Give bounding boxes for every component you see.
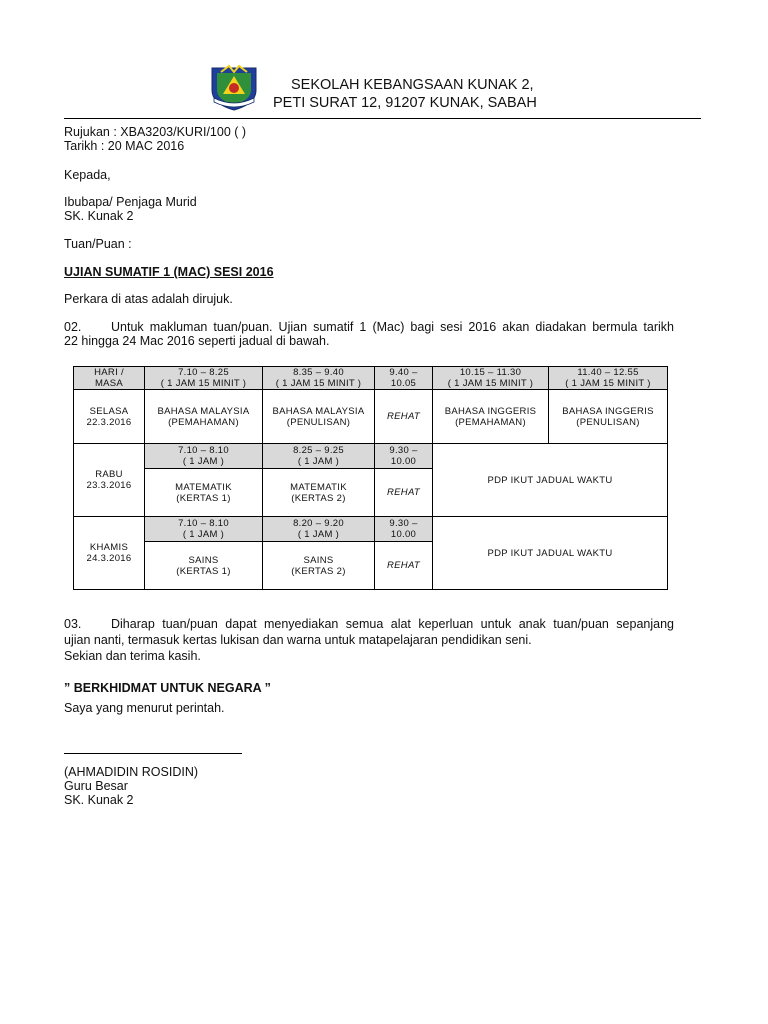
khamis-time-1-label: 7.10 – 8.10 ( 1 JAM )	[178, 518, 229, 540]
selasa-subject-4-label: BAHASA INGGERIS (PENULISAN)	[562, 405, 654, 428]
header-slot-5-label: 11.40 – 12.55 ( 1 JAM 15 MINIT )	[565, 367, 651, 389]
rabu-pdp-label: PDP IKUT JADUAL WAKTU	[487, 474, 613, 486]
paragraph-2-number: 02.	[64, 320, 82, 334]
khamis-day-label: KHAMIS 24.3.2016	[86, 542, 132, 564]
khamis-time-3-label: 9.30 – 10.00	[389, 518, 418, 540]
header-day-time	[74, 367, 145, 390]
paragraph-3-number: 03.	[64, 617, 82, 631]
selasa-subject-1	[145, 390, 263, 444]
header-day-time-label: HARI / MASA	[94, 367, 124, 389]
khamis-time-3	[375, 517, 433, 542]
khamis-time-2-label: 8.20 – 9.20 ( 1 JAM )	[293, 518, 344, 540]
recipient-line1: Ibubapa/ Penjaga Murid	[64, 195, 197, 209]
header-slot-2-label: 8.35 – 9.40 ( 1 JAM 15 MINIT )	[275, 367, 362, 389]
school-crest-icon	[208, 64, 260, 112]
paragraph-2-line2: 22 hingga 24 Mac 2016 seperti jadual di bawah.	[64, 334, 330, 348]
selasa-break-label: REHAT	[387, 411, 420, 422]
rabu-time-1-label: 7.10 – 8.10 ( 1 JAM )	[178, 445, 229, 467]
table-row-selasa	[74, 390, 668, 444]
exam-schedule-table	[73, 366, 668, 590]
selasa-subject-3-label: BAHASA INGGERIS (PEMAHAMAN)	[444, 405, 537, 428]
rabu-time-2	[263, 444, 375, 469]
khamis-time-1	[145, 517, 263, 542]
recipient-line2: SK. Kunak 2	[64, 209, 134, 223]
salutation: Tuan/Puan :	[64, 237, 132, 251]
paragraph-3-line3: Sekian dan terima kasih.	[64, 649, 201, 663]
header-slot-3	[375, 367, 433, 390]
paragraph-3-line1: Diharap tuan/puan dapat menyediakan semua alat keperluan untuk anak tuan/puan sepanjang	[111, 617, 674, 631]
selasa-subject-1-label: BAHASA MALAYSIA (PEMAHAMAN)	[157, 405, 250, 428]
rabu-break-label: REHAT	[387, 487, 420, 498]
khamis-time-2	[263, 517, 375, 542]
header-slot-4	[433, 367, 549, 390]
rabu-time-2-label: 8.25 – 9.25 ( 1 JAM )	[293, 445, 344, 467]
signatory-school: SK. Kunak 2	[64, 793, 134, 807]
khamis-subject-1	[145, 542, 263, 590]
header-divider	[64, 118, 701, 119]
khamis-day	[74, 517, 145, 590]
header-slot-3-label: 9.40 – 10.05	[389, 367, 418, 389]
rabu-subject-2-label: MATEMATIK (KERTAS 2)	[290, 481, 347, 504]
signature-line	[64, 753, 242, 754]
selasa-subject-3	[433, 390, 549, 444]
closing-line: Saya yang menurut perintah.	[64, 701, 225, 715]
signatory-title: Guru Besar	[64, 779, 128, 793]
school-address: PETI SURAT 12, 91207 KUNAK, SABAH	[273, 95, 537, 111]
selasa-subject-2	[263, 390, 375, 444]
school-name: SEKOLAH KEBANGSAAN KUNAK 2,	[291, 77, 534, 93]
table-row-rabu-time	[74, 444, 668, 469]
letter-date: Tarikh : 20 MAC 2016	[64, 139, 185, 153]
paragraph-2-line1: Untuk makluman tuan/puan. Ujian sumatif 1 (Mac) bagi sesi 2016 akan diadakan bermula tarikh	[111, 320, 674, 334]
header-slot-4-label: 10.15 – 11.30 ( 1 JAM 15 MINIT )	[447, 367, 534, 389]
rabu-time-3-label: 9.30 – 10.00	[389, 445, 418, 467]
khamis-break	[375, 542, 433, 590]
header-slot-5	[549, 367, 668, 390]
paragraph-3-line2: ujian nanti, termasuk kertas lukisan dan warna untuk matapelajaran pendidikan seni.	[64, 633, 532, 647]
signatory-name: (AHMADIDIN ROSIDIN)	[64, 765, 199, 779]
khamis-break-label: REHAT	[387, 560, 420, 571]
rabu-subject-1-label: MATEMATIK (KERTAS 1)	[175, 481, 232, 504]
header-slot-1-label: 7.10 – 8.25 ( 1 JAM 15 MINIT )	[160, 367, 247, 389]
selasa-day	[74, 390, 145, 444]
khamis-subject-2	[263, 542, 375, 590]
khamis-pdp-label: PDP IKUT JADUAL WAKTU	[487, 547, 613, 559]
khamis-pdp	[433, 517, 668, 590]
selasa-subject-4	[549, 390, 668, 444]
letter-subject: UJIAN SUMATIF 1 (MAC) SESI 2016	[64, 265, 274, 279]
rabu-pdp	[433, 444, 668, 517]
rabu-subject-2	[263, 469, 375, 517]
paragraph-1: Perkara di atas adalah dirujuk.	[64, 292, 233, 306]
rabu-day-label: RABU 23.3.2016	[86, 469, 132, 491]
rabu-break	[375, 469, 433, 517]
header-slot-1	[145, 367, 263, 390]
header-slot-2	[263, 367, 375, 390]
reference-number: Rujukan : XBA3203/KURI/100 ( )	[64, 125, 247, 139]
selasa-day-label: SELASA 22.3.2016	[86, 405, 132, 428]
rabu-subject-1	[145, 469, 263, 517]
selasa-subject-2-label: BAHASA MALAYSIA (PENULISAN)	[272, 405, 365, 428]
recipient-heading: Kepada,	[64, 168, 111, 182]
rabu-day	[74, 444, 145, 517]
rabu-time-3	[375, 444, 433, 469]
table-header-row	[74, 367, 668, 390]
rabu-time-1	[145, 444, 263, 469]
selasa-break	[375, 390, 433, 444]
khamis-subject-1-label: SAINS (KERTAS 1)	[176, 554, 231, 577]
motto: ” BERKHIDMAT UNTUK NEGARA ”	[64, 681, 271, 695]
khamis-subject-2-label: SAINS (KERTAS 2)	[291, 554, 346, 577]
table-row-khamis-time	[74, 517, 668, 542]
